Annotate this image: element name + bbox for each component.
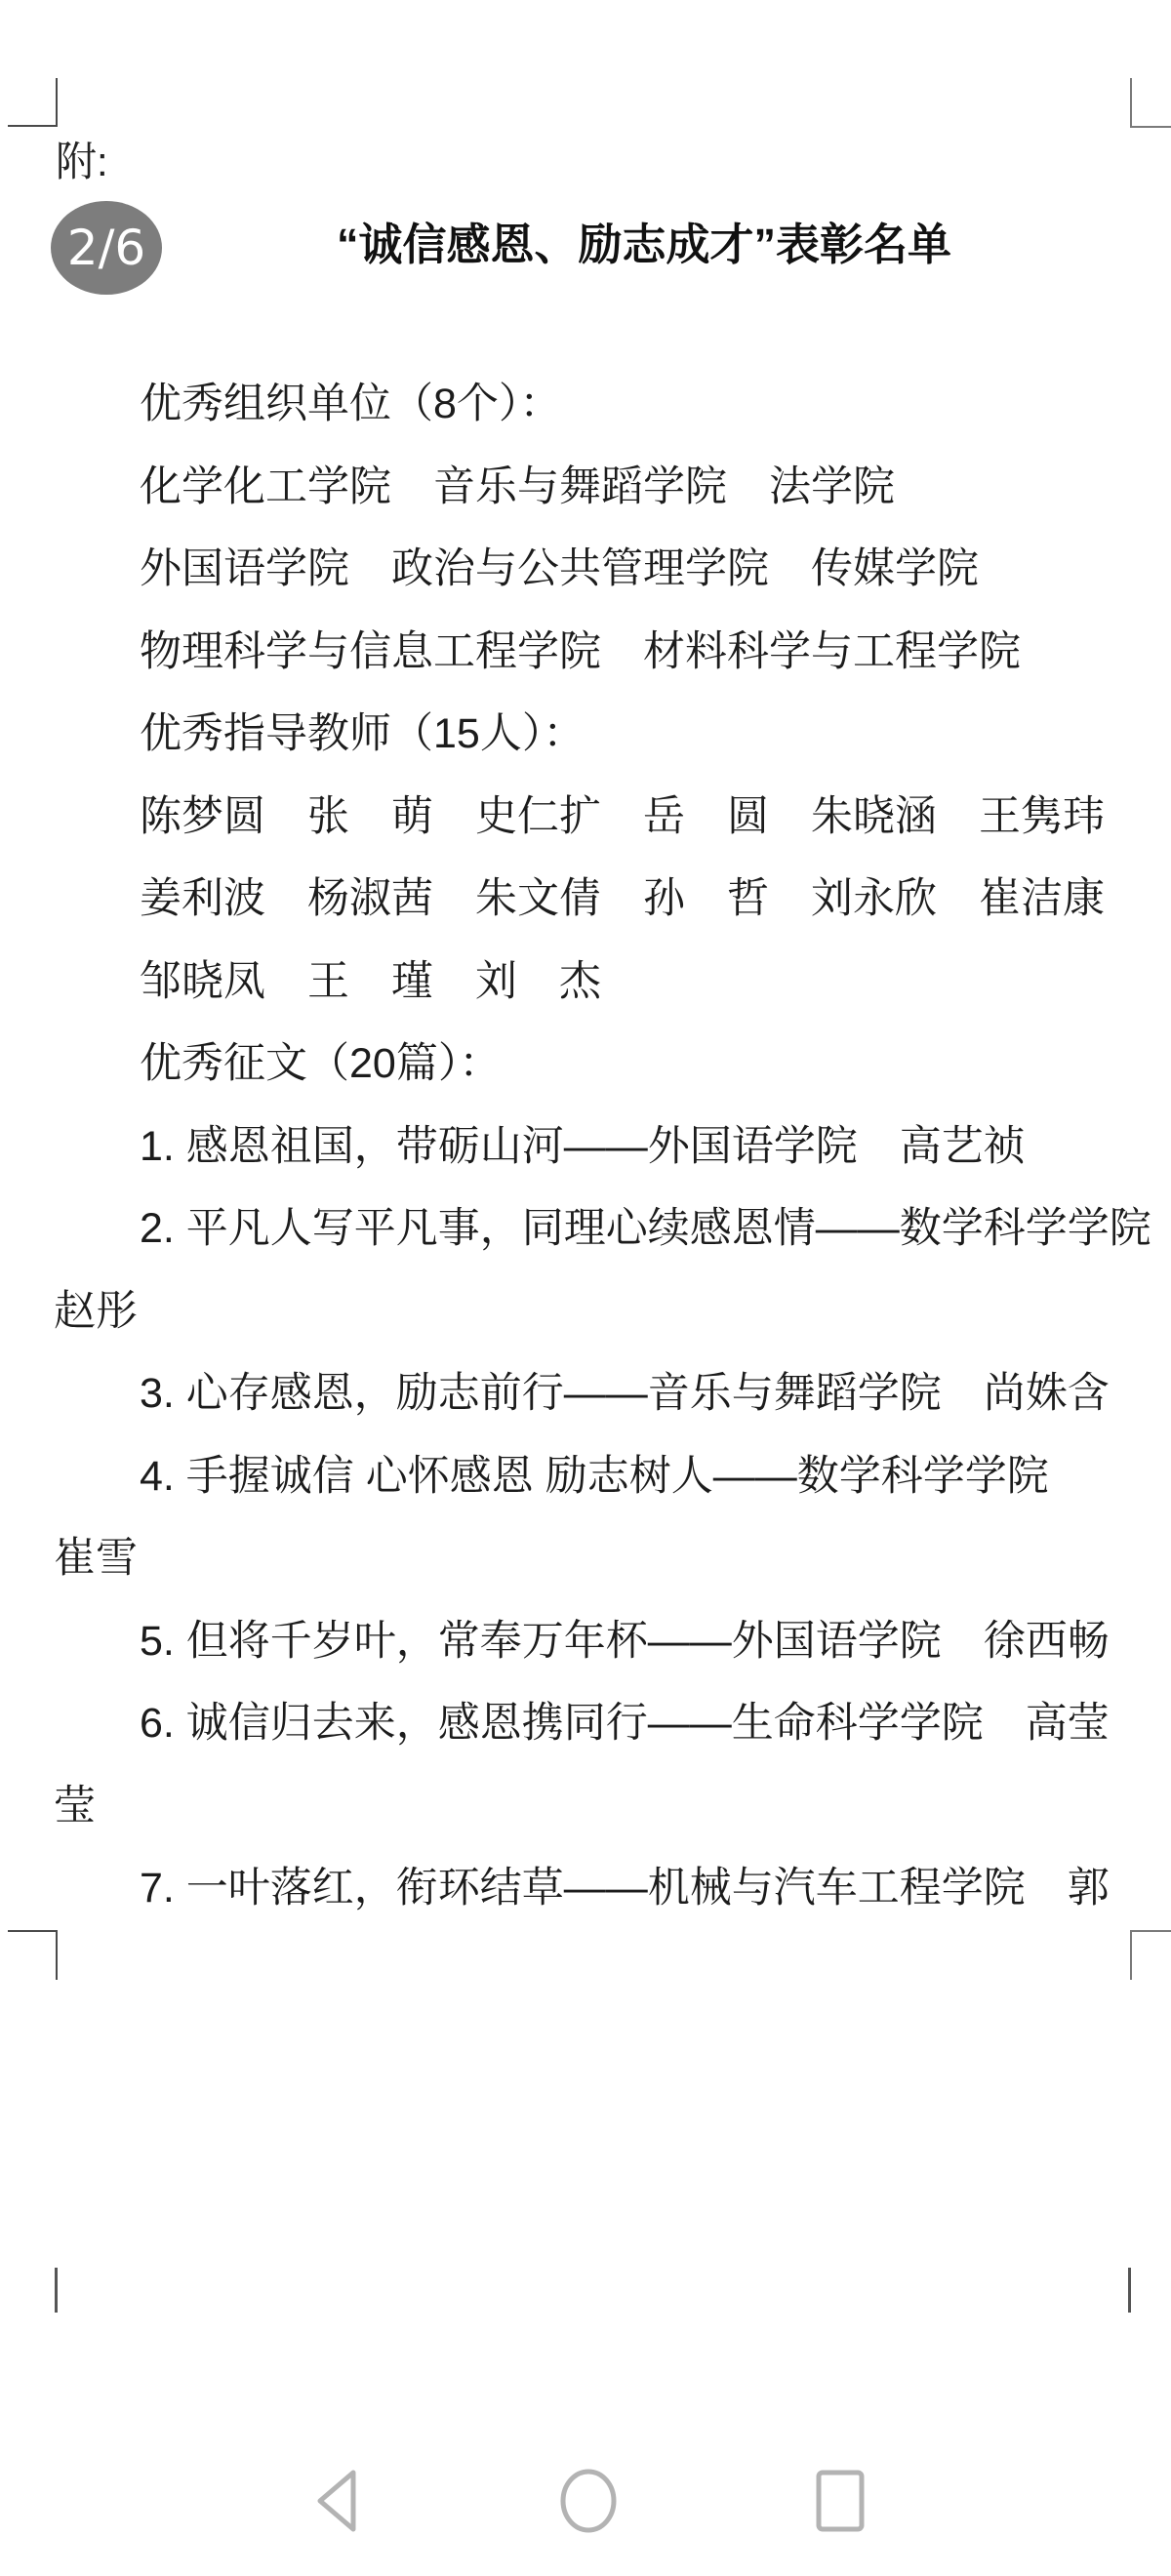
document-line: 2. 平凡人写平凡事，同理心续感恩情——数学科学学院 bbox=[140, 1205, 1151, 1252]
document-line: 4. 手握诚信 心怀感恩 励志树人——数学科学学院 bbox=[140, 1452, 1049, 1500]
document-line: 优秀指导教师（15人）： bbox=[140, 710, 586, 757]
document-line: 崔雪 bbox=[54, 1535, 138, 1582]
nav-recents-icon[interactable] bbox=[791, 2447, 889, 2555]
document-body bbox=[54, 363, 1151, 1930]
document-line: 外国语学院 政治与公共管理学院 传媒学院 bbox=[140, 545, 979, 592]
page-indicator-text: 2/6 bbox=[66, 220, 146, 276]
nav-back-icon[interactable] bbox=[289, 2447, 386, 2555]
document-line: 莹 bbox=[54, 1782, 96, 1830]
document-line: 5. 但将千岁叶，常奉万年杯——外国语学院 徐西畅 bbox=[140, 1617, 1110, 1665]
document-line: 3. 心存感恩，励志前行——音乐与舞蹈学院 尚姝含 bbox=[140, 1370, 1110, 1417]
document-line: 1. 感恩祖国，带砺山河——外国语学院 高艺祯 bbox=[140, 1122, 1026, 1170]
document-line: 优秀征文（20篇）： bbox=[140, 1040, 502, 1087]
crop-mark-top-left bbox=[8, 78, 58, 127]
crop-mark-top-right bbox=[1130, 78, 1171, 128]
document-line: 优秀组织单位（8个）： bbox=[140, 381, 562, 427]
android-nav-bar bbox=[0, 2430, 1171, 2576]
document-line: 姜利波 杨淑茜 朱文倩 孙 哲 刘永欣 崔洁康 bbox=[140, 875, 1105, 922]
document-title: “诚信感恩、励志成才”表彰名单 bbox=[336, 220, 951, 269]
document-line: 化学化工学院 音乐与舞蹈学院 法学院 bbox=[140, 463, 895, 510]
document-line: 邹晓凤 王 瑾 刘 杰 bbox=[140, 957, 601, 1005]
document-line: 陈梦圆 张 萌 史仁扩 岳 圆 朱晓涵 王隽玮 bbox=[140, 792, 1105, 840]
document-line: 赵彤 bbox=[54, 1287, 138, 1335]
attachment-label: 附: bbox=[56, 139, 108, 184]
crop-mark-bottom-right bbox=[1130, 1930, 1171, 1980]
crop-tick-right bbox=[1128, 2268, 1131, 2313]
crop-tick-left bbox=[55, 2268, 58, 2313]
crop-mark-bottom-left bbox=[8, 1930, 58, 1980]
document-line: 6. 诚信归去来，感恩携同行——生命科学学院 高莹 bbox=[140, 1700, 1110, 1747]
document-line: 7. 一叶落红，衔环结草——机械与汽车工程学院 郭 bbox=[140, 1865, 1110, 1912]
document-line: 物理科学与信息工程学院 材料科学与工程学院 bbox=[140, 627, 1021, 675]
nav-home-icon[interactable] bbox=[540, 2447, 637, 2555]
